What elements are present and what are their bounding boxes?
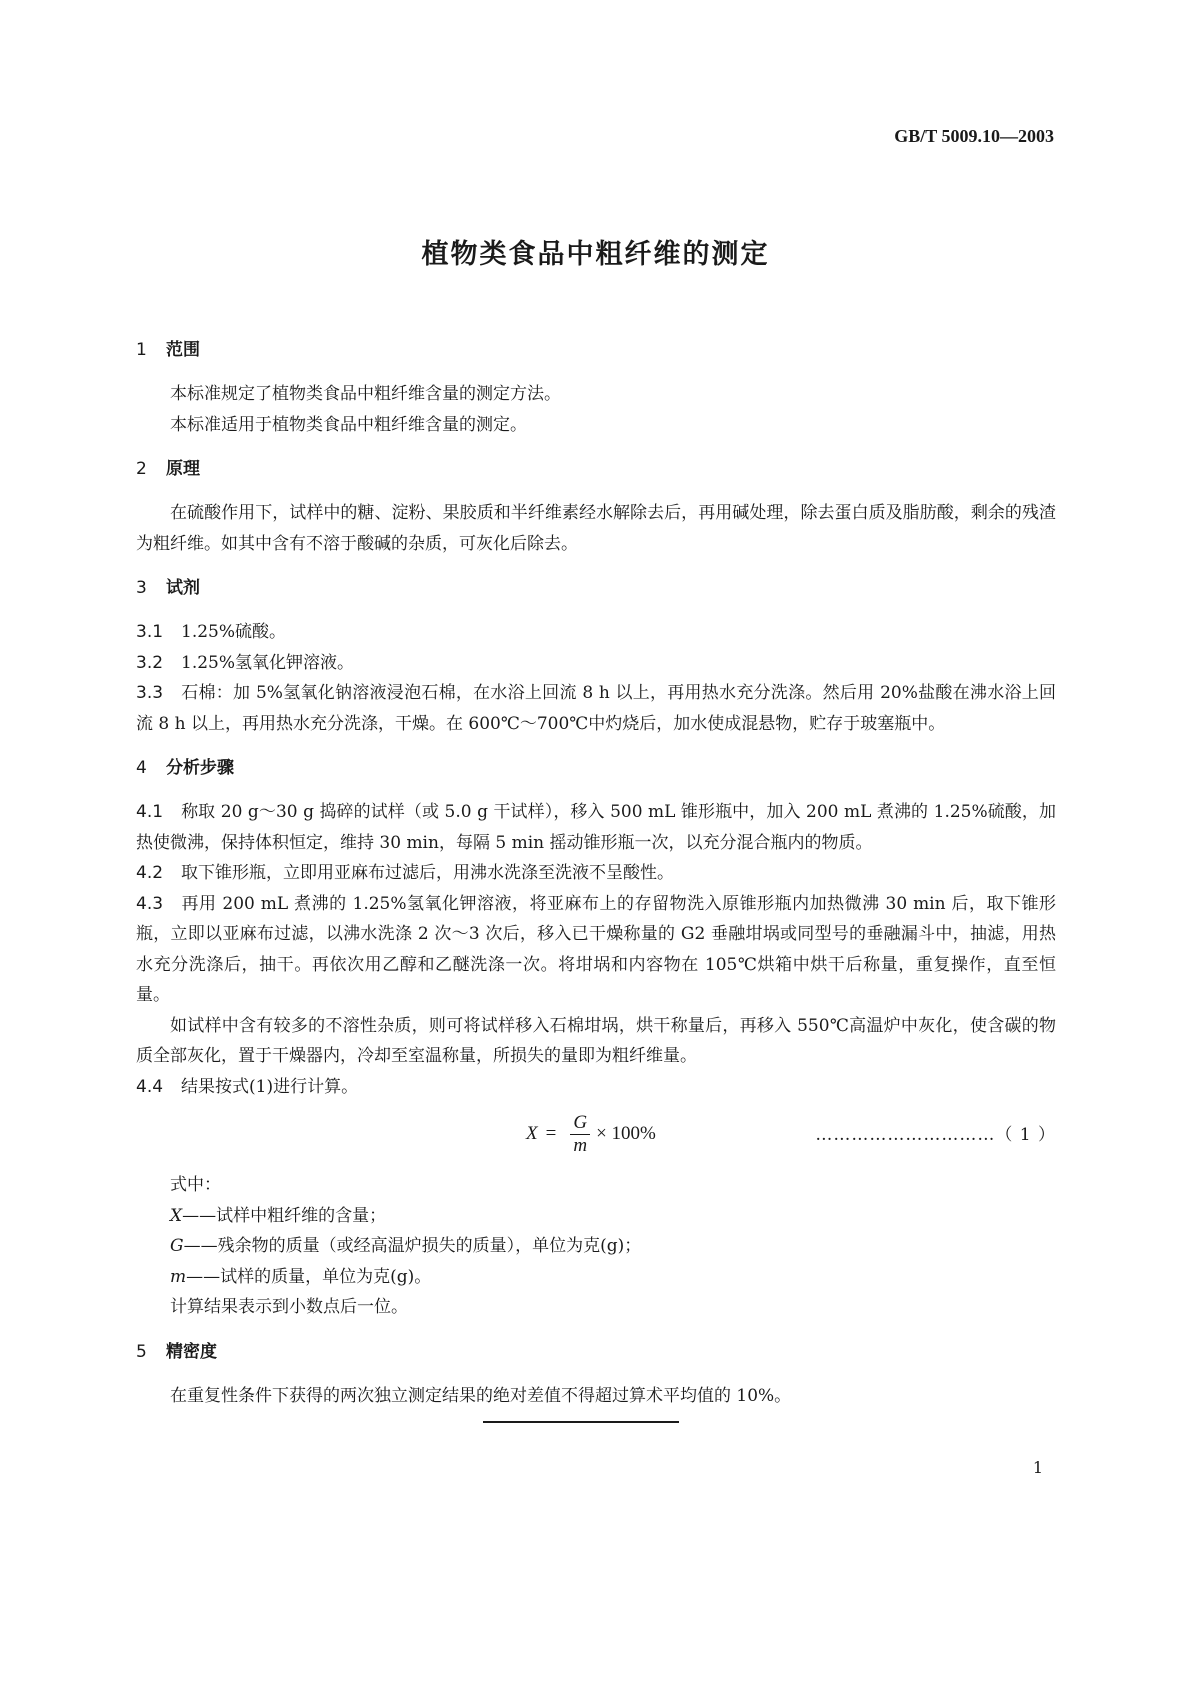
section-heading-precision: 5 精密度 [136, 1341, 217, 1362]
section-heading-scope: 1 范围 [136, 340, 200, 360]
list-item: 4.1 称取 20 g～30 g 捣碎的试样（或 5.0 g 干试样），移入 500 mL 锥形瓶中，加入 200 mL 煮沸的 1.25%硫酸，加热使微沸，保持体积恒定，维持 30 min，每隔 5 min 摇动锥形瓶一次，以充分混合瓶内的物质。 [136, 802, 1056, 853]
page-title: 植物类食品中粗纤维的测定 [421, 239, 770, 270]
paragraph: 本标准适用于植物类食品中粗纤维含量的测定。 [170, 414, 527, 435]
list-item: 3.3 石棉：加 5%氢氧化钠溶液浸泡石棉，在水浴上回流 8 h 以上，再用热水充分洗涤。然后用 20%盐酸在沸水浴上回流 8 h 以上，再用热水充分洗涤，干燥。在 600℃～700℃中灼烧后，加水使成混悬物，贮存于玻塞瓶中。 [136, 683, 1056, 734]
paragraph: 本标准规定了植物类食品中粗纤维含量的测定方法。 [170, 384, 561, 404]
list-item: 4.4 结果按式(1)进行计算。 [136, 1076, 359, 1097]
list-item: 3.2 1.25%氢氧化钾溶液。 [136, 652, 355, 673]
end-rule [483, 1421, 679, 1423]
where-item: G——残余物的质量（或经高温炉损失的质量），单位为克(g)； [170, 1236, 642, 1256]
where-item: X——试样中粗纤维的含量； [170, 1205, 387, 1226]
list-item: 3.1 1.25%硫酸。 [136, 622, 287, 642]
where-label: 式中： [170, 1175, 221, 1195]
list-item: 4.2 取下锥形瓶，立即用亚麻布过滤后，用沸水洗涤至洗液不呈酸性。 [136, 863, 674, 883]
result-note: 计算结果表示到小数点后一位。 [170, 1297, 408, 1317]
section-heading-reagents: 3 试剂 [136, 578, 200, 598]
standard-number: GB/T 5009.10—2003 [894, 126, 1054, 146]
formula-row [136, 1106, 1056, 1162]
paragraph: 在重复性条件下获得的两次独立测定结果的绝对差值不得超过算术平均值的 10%。 [170, 1385, 792, 1406]
list-item: 4.3 再用 200 mL 煮沸的 1.25%氢氧化钾溶液，将亚麻布上的存留物洗入原锥形瓶内加热微沸 30 min 后，取下锥形瓶，立即以亚麻布过滤，以沸水洗涤 2 次～3 次后，移入已干燥称量的 G2 垂融坩埚或同型号的垂融漏斗中，抽滤，用热水充分洗涤后，抽干。再依次用乙醇和乙醚洗涤一次。将坩埚和内容物在 105℃烘箱中烘干后称量，重复操作，直至恒量。 [136, 893, 1056, 1005]
paragraph: 如试样中含有较多的不溶性杂质，则可将试样移入石棉坩埚，烘干称量后，再移入 550℃高温炉中灰化，使含碳的物质全部灰化，置于干燥器内，冷却至室温称量，所损失的量即为粗纤维量。 [136, 1015, 1056, 1066]
fraction: $\frac{G}{m}$ [570, 1112, 590, 1157]
equation-number: …………………………（ 1 ） [815, 1125, 1056, 1145]
section-heading-principle: 2 原理 [136, 459, 200, 479]
document-body [136, 325, 1056, 1411]
formula: X = $\frac{G}{m}$ × 100% [526, 1111, 656, 1156]
paragraph: 在硫酸作用下，试样中的糖、淀粉、果胶质和半纤维素经水解除去后，再用碱处理，除去蛋白质及脂肪酸，剩余的残渣为粗纤维。如其中含有不溶于酸碱的杂质，可灰化后除去。 [136, 503, 1056, 554]
section-heading-procedure: 4 分析步骤 [136, 758, 234, 778]
where-item: m——试样的质量，单位为克(g)。 [170, 1266, 432, 1287]
page-number: 1 [1032, 1458, 1043, 1477]
